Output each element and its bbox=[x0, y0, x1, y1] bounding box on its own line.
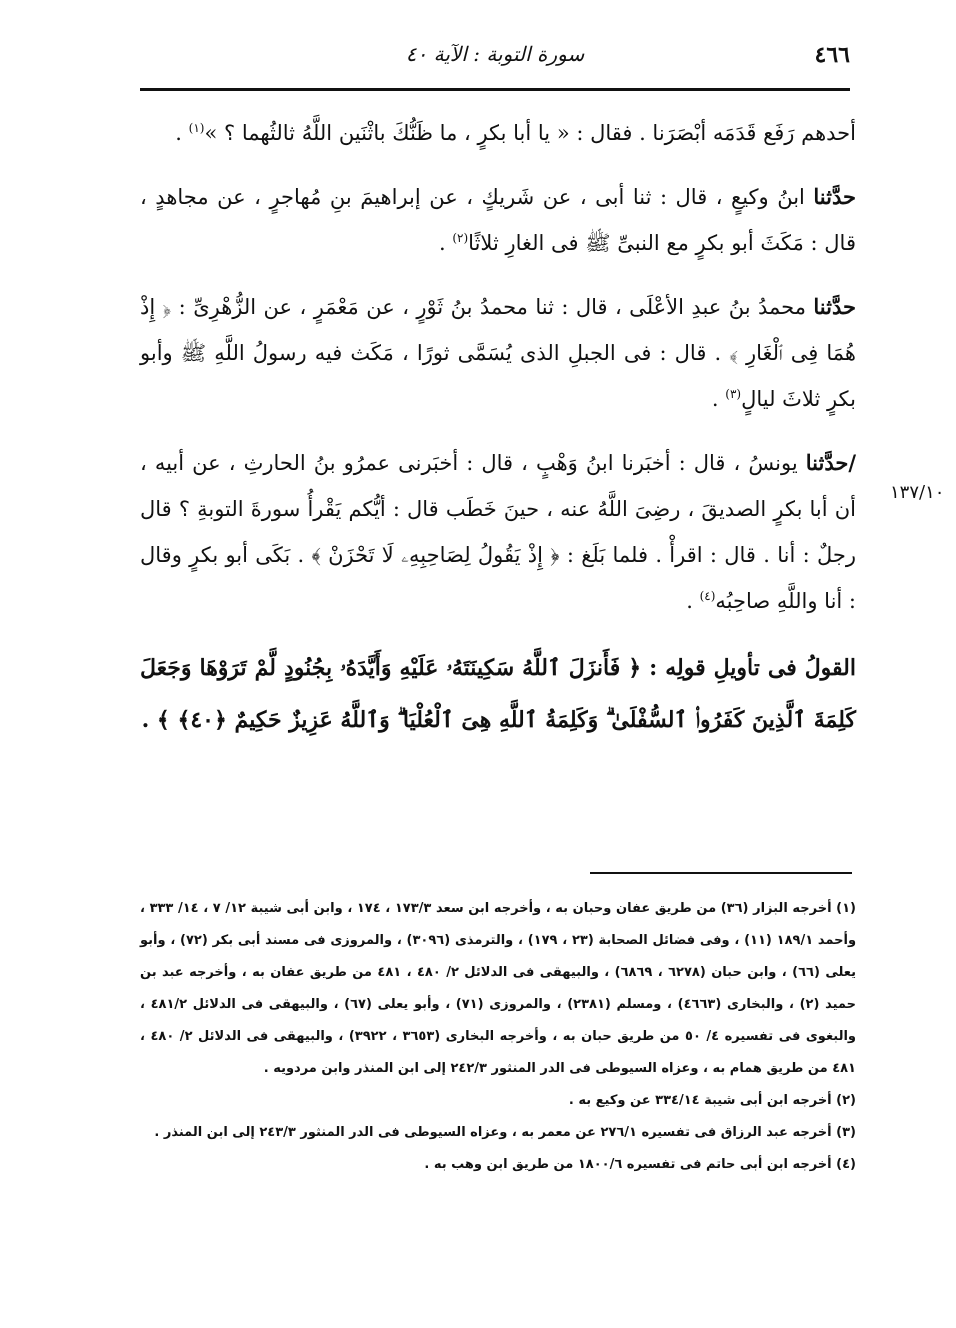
footnote-marker: (٢) bbox=[452, 231, 469, 245]
footnote-marker: (١) bbox=[188, 121, 205, 135]
header-rule bbox=[140, 88, 850, 91]
paragraph-3 bbox=[140, 284, 856, 422]
paragraph-4 bbox=[140, 440, 856, 624]
footnote-separator bbox=[590, 872, 852, 874]
paragraph-tail: . bbox=[711, 387, 726, 411]
page-header bbox=[140, 38, 850, 78]
footnote-2: (٢) أخرجه ابن أبى شيبة ٣٣٤/١٤ عن وكيع به . bbox=[568, 1093, 856, 1108]
footnote-marker: (٣) bbox=[725, 387, 742, 401]
paragraph-text: ابنُ وكيعٍ ، قال : ثنا أبى ، عن شَريكٍ ، عن إبراهيمَ بنِ مُهاجرٍ ، عن مجاهدٍ ، قال : مَكَثَ أبو بكرٍ مع النبىِّ ﷺ فى الغارِ ثلاثًا bbox=[140, 185, 856, 255]
running-title: سورة التوبة : الآية ٤٠ bbox=[405, 42, 585, 66]
footnote-marker: (٤) bbox=[699, 589, 716, 603]
paragraph-tail: . bbox=[686, 589, 700, 613]
paragraph-tail: . bbox=[175, 121, 189, 145]
page-number: ٤٦٦ bbox=[814, 42, 850, 68]
paragraph-tail: . bbox=[438, 231, 453, 255]
heading-lead: القولُ فى تأويلِ قولِه : bbox=[649, 655, 856, 681]
paragraph-1 bbox=[140, 110, 856, 156]
quran-verse: ﴿ فَأَنزَلَ ٱللَّهُ سَكِينَتَهُۥ عَلَيْهِ وَأَيَّدَهُۥ بِجُنُودٍ لَّمْ تَرَوْهَا وَجَعَلَ كَلِمَةَ ٱلَّذِينَ كَفَرُوا۟ ٱلسُّفْلَىٰ ۗ وَكَلِمَةُ ٱللَّهِ هِىَ ٱلْعُلْيَا ۗ وَٱللَّهُ عَزِيزٌ حَكِيمٌ ﴿٤٠﴾ ﴾ . bbox=[140, 655, 856, 733]
main-text bbox=[140, 110, 856, 764]
footnote-3: (٣) أخرجه عبد الرزاق فى تفسيره ٢٧٦/١ عن معمر به ، وعزاه السيوطى فى الدر المنثور ٢٤٣/٣ إلى ابن المنذر . bbox=[154, 1125, 856, 1140]
paragraph-lead: حدَّثنا bbox=[813, 294, 856, 319]
paragraph-text: يونسُ ، قال : أخبَرنا ابنُ وَهْبٍ ، قال : أخبَرنى عمرُو بنُ الحارثِ ، عن أبيه ، أن أبا بكرٍ الصديقَ ، رضِىَ اللَّهُ عنه ، حينَ خَطَب قال : أيُّكم يَقْرأُ سورةَ التوبةِ ؟ قال رجلٌ : أنا . قال : اقرأْ . فلما بَلَغ : ﴿ إِذْ يَقُولُ لِصَاحِبِهِۦ لَا تَحْزَنْ ﴾ . بَكَى أبو بكرٍ وقال : أنا واللَّهِ صاحِبُه bbox=[140, 451, 856, 613]
paragraph-lead: /حدَّثنا bbox=[805, 450, 856, 475]
footnote-4: (٤) أخرجه ابن أبى حاتم فى تفسيره ١٨٠٠/٦ من طريق ابن وهب به . bbox=[424, 1157, 856, 1172]
paragraph-text: أحدهم رَفَع قَدَمَه أبْصَرَنا . فقال : « يا أبا بكرٍ ، ما ظَنُّكَ باثْنَين اللَّهُ ثالثُهما ؟ » bbox=[204, 121, 856, 145]
margin-reference: ١٣٧/١٠ bbox=[890, 482, 945, 503]
paragraph-2 bbox=[140, 174, 856, 266]
paragraph-lead: حدَّثنا bbox=[813, 184, 856, 209]
footnote-1: (١) أخرجه البزار (٣٦) من طريق عفان وحبان به ، وأخرجه ابن سعد ١٧٣/٣ ، ١٧٤ ، وابن أبى شيبة ١٢/ ٧ ، ١٤/ ٣٣٣ ، وأحمد ١٨٩/١ (١١) ، وفى فضائل الصحابة (٢٣ ، ١٧٩) ، والترمذى (٣٠٩٦) ، والمروزى فى مسند أبى بكر (٧٢) ، وأبو يعلى (٦٦) ، وابن حبان (٦٢٧٨ ، ٦٨٦٩) ، والبيهقى فى الدلائل ٢/ ٤٨٠ ، ٤٨١ من طريق عفان به ، وأخرجه عبد بن حميد (٢) ، والبخارى (٤٦٦٣) ، ومسلم (٢٣٨١) ، والمروزى (٧١) ، وأبو يعلى (٦٧) ، والبيهقى فى الدلائل ٤٨١/٢ ، والبغوى فى تفسيره ٤/ ٥٠ من طريق حبان به ، وأخرجه البخارى (٣٦٥٣ ، ٣٩٢٢) ، والبيهقى فى الدلائل ٢/ ٤٨٠ ، ٤٨١ من طريق همام به ، وعزاه السيوطى فى الدر المنثور ٢٤٢/٣ إلى ابن المنذر وابن مردويه . bbox=[140, 901, 857, 1076]
footnotes bbox=[140, 893, 856, 1181]
paragraph-text: محمدُ بنُ عبدِ الأعْلَى ، قال : ثنا محمدُ بنُ ثَوْرٍ ، عن مَعْمَرٍ ، عن الزُّهْرِىِّ : ﴿ إِذْ هُمَا فِى ٱلْغَارِ ﴾ . قال : فى الجبلِ الذى يُسَمَّى ثورًا ، مَكَث فيه رسولُ اللَّهِ ﷺ وأبو بكرٍ ثلاثَ ليالٍ bbox=[140, 295, 856, 411]
section-heading bbox=[140, 642, 856, 746]
